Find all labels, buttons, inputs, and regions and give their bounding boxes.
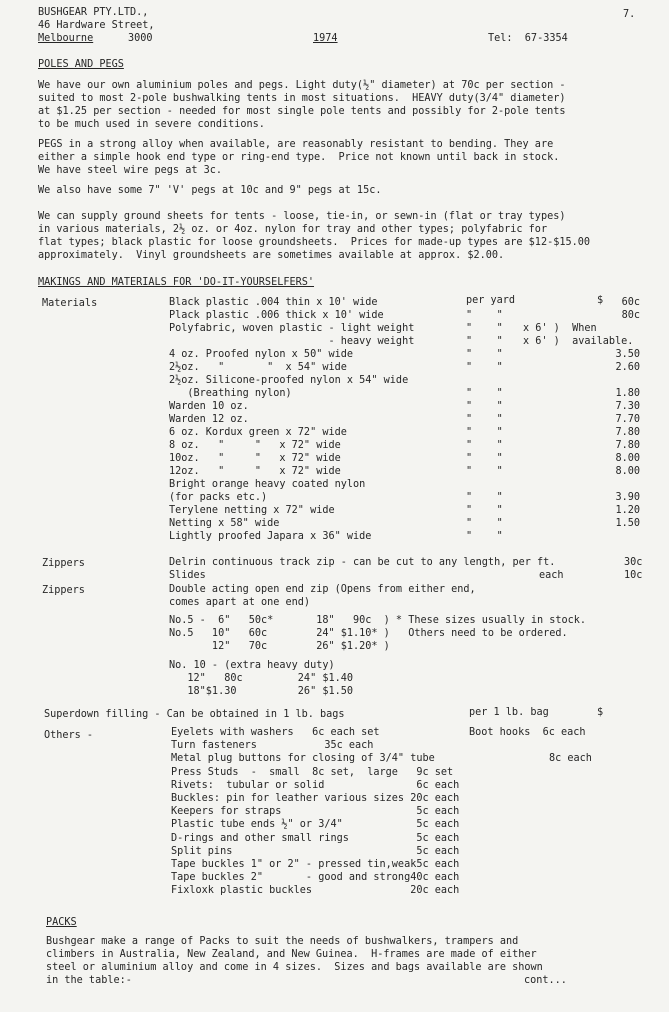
others-item: Rivets: tubular or solid 6c each: [171, 780, 460, 791]
company-street: 46 Hardware Street,: [38, 20, 155, 31]
material-unit: " ": [466, 310, 503, 321]
slides-label: Slides: [169, 570, 206, 581]
others-item: Keepers for straps 5c each: [171, 806, 460, 817]
material-price: 1.20: [615, 505, 640, 516]
material-unit: " ": [466, 414, 503, 425]
material-price: 60c: [621, 297, 640, 308]
pegs-paragraph-line: We have steel wire pegs at 3c.: [38, 165, 223, 176]
material-description: 2½oz. " " x 54" wide: [169, 362, 347, 373]
others-item: Split pins 5c each: [171, 846, 460, 857]
packs-paragraph-line: Bushgear make a range of Packs to suit the needs of bushwalkers, trampers and: [46, 936, 519, 947]
zip-size-line: No.5 10" 60c 24" $1.10* ) Others need to be ordered.: [169, 628, 568, 639]
material-unit: " ": [466, 531, 503, 542]
material-description: Warden 12 oz.: [169, 414, 249, 425]
plug-buttons-price: 8c each: [549, 753, 592, 764]
delrin-zip-price: 30c: [624, 557, 643, 568]
material-unit: " ": [466, 362, 503, 373]
poles-paragraph-line: suited to most 2-pole bushwalking tents in most situations. HEAVY duty(3/4" diameter): [38, 93, 566, 104]
boot-hooks-line: Boot hooks 6c each: [469, 727, 586, 738]
others-item: Fixloxk plastic buckles 20c each: [171, 885, 460, 896]
others-item: Plastic tube ends ½" or 3/4" 5c each: [171, 819, 460, 830]
packs-heading: PACKS: [46, 917, 77, 928]
material-description: Black plastic .004 thin x 10' wide: [169, 297, 378, 308]
material-description: (for packs etc.): [169, 492, 268, 503]
others-item: Metal plug buttons for closing of 3/4" tube: [171, 753, 435, 764]
material-description: Netting x 58" wide: [169, 518, 280, 529]
material-unit: " ": [466, 440, 503, 451]
material-price: 8.00: [615, 466, 640, 477]
material-price: 3.90: [615, 492, 640, 503]
zip-heavy-line: No. 10 - (extra heavy duty): [169, 660, 335, 671]
material-description: 6 oz. Kordux green x 72" wide: [169, 427, 347, 438]
material-description: 8 oz. " " x 72" wide: [169, 440, 341, 451]
groundsheet-paragraph-line: in various materials, 2½ oz. or 4oz. nylon for tray and other types; polyfabric for: [38, 224, 548, 235]
groundsheet-paragraph-line: approximately. Vinyl groundsheets are sometimes available at approx. $2.00.: [38, 250, 505, 261]
double-zip-line: comes apart at one end): [169, 597, 311, 608]
material-price: 7.80: [615, 440, 640, 451]
zippers-label: Zippers: [42, 558, 85, 569]
continued-note: cont...: [524, 975, 567, 986]
material-price: 1.50: [615, 518, 640, 529]
material-price: 80c: [621, 310, 640, 321]
others-item: Press Studs - small 8c set, large 9c set: [171, 767, 454, 778]
company-telephone: Tel: 67-3354: [488, 33, 568, 44]
delrin-zip-line: Delrin continuous track zip - can be cut to any length, per ft.: [169, 557, 556, 568]
material-description: 12oz. " " x 72" wide: [169, 466, 341, 477]
superdown-per-bag: per 1 lb. bag: [469, 707, 549, 718]
double-zip-line: Double acting open end zip (Opens from either end,: [169, 584, 476, 595]
material-description: (Breathing nylon): [169, 388, 292, 399]
zip-size-line: 12" 70c 26" $1.20* ): [169, 641, 390, 652]
document-year: 1974: [313, 33, 338, 44]
material-description: Lightly proofed Japara x 36" wide: [169, 531, 372, 542]
material-description: Polyfabric, woven plastic - light weight: [169, 323, 415, 334]
pegs-paragraph-line: PEGS in a strong alloy when available, are reasonably resistant to bending. They are: [38, 139, 554, 150]
groundsheet-paragraph-line: flat types; black plastic for loose groundsheets. Prices for made-up types are $12-$15.00: [38, 237, 591, 248]
poles-heading: POLES AND PEGS: [38, 59, 124, 70]
materials-label: Materials: [42, 298, 98, 309]
material-unit: " ": [466, 453, 503, 464]
material-description: 4 oz. Proofed nylon x 50" wide: [169, 349, 354, 360]
poles-paragraph-line: to be much used in severe conditions.: [38, 119, 265, 130]
material-unit: " ": [466, 323, 503, 334]
others-item: D-rings and other small rings 5c each: [171, 833, 460, 844]
material-price: 3.50: [615, 349, 640, 360]
packs-paragraph-line: climbers in Australia, New Zealand, and New Guinea. H-frames are made of either: [46, 949, 537, 960]
material-description: 10oz. " " x 72" wide: [169, 453, 341, 464]
material-unit: " ": [466, 388, 503, 399]
dollar-header: $: [597, 295, 604, 306]
material-unit: " ": [466, 518, 503, 529]
material-description: Warden 10 oz.: [169, 401, 249, 412]
others-item: Buckles: pin for leather various sizes 20c each: [171, 793, 460, 804]
zip-heavy-line: 12" 80c 24" $1.40: [169, 673, 354, 684]
superdown-dollar: $: [597, 707, 604, 718]
material-unit: " ": [466, 492, 503, 503]
zippers-label-second: Zippers: [42, 585, 85, 596]
material-note: x 6' ) available.: [523, 336, 634, 347]
company-postcode: 3000: [128, 33, 153, 44]
v-pegs-paragraph: We also have some 7" 'V' pegs at 10c and 9" pegs at 15c.: [38, 185, 382, 196]
material-description: Plack plastic .006 thick x 10' wide: [169, 310, 384, 321]
material-price: 1.80: [615, 388, 640, 399]
material-unit: " ": [466, 349, 503, 360]
poles-paragraph-line: We have our own aluminium poles and pegs. Light duty(½" diameter) at 70c per section -: [38, 80, 566, 91]
material-description: 2½oz. Silicone-proofed nylon x 54" wide: [169, 375, 409, 386]
material-unit: " ": [466, 401, 503, 412]
packs-paragraph-line: steel or aluminium alloy and come in 4 sizes. Sizes and bags available are shown: [46, 962, 543, 973]
material-unit: " ": [466, 427, 503, 438]
makings-heading: MAKINGS AND MATERIALS FOR 'DO-IT-YOURSELFERS': [38, 277, 315, 288]
poles-paragraph-line: at $1.25 per section - needed for most single pole tents and possibly for 2-pole tents: [38, 106, 566, 117]
material-description: - heavy weight: [169, 336, 415, 347]
packs-paragraph-line: in the table:-: [46, 975, 132, 986]
material-note: x 6' ) When: [523, 323, 597, 334]
pegs-paragraph-line: either a simple hook end type or ring-end type. Price not known until back in stock.: [38, 152, 560, 163]
company-name: BUSHGEAR PTY.LTD.,: [38, 7, 149, 18]
company-city: Melbourne: [38, 33, 94, 44]
superdown-line: Superdown filling - Can be obtained in 1 lb. bags: [44, 709, 345, 720]
zip-heavy-line: 18"$1.30 26" $1.50: [169, 686, 354, 697]
others-item: Eyelets with washers 6c each set: [171, 727, 380, 738]
slides-price: 10c: [624, 570, 643, 581]
groundsheet-paragraph-line: We can supply ground sheets for tents - loose, tie-in, or sewn-in (flat or tray types): [38, 211, 566, 222]
zip-size-line: No.5 - 6" 50c* 18" 90c ) * These sizes usually in stock.: [169, 615, 587, 626]
others-item: Turn fasteners 35c each: [171, 740, 374, 751]
material-price: 2.60: [615, 362, 640, 373]
others-item: Tape buckles 1" or 2" - pressed tin,weak5c each: [171, 859, 460, 870]
page-number: 7.: [623, 9, 636, 20]
material-unit: " ": [466, 336, 503, 347]
material-description: Terylene netting x 72" wide: [169, 505, 335, 516]
others-item: Tape buckles 2" - good and strong40c each: [171, 872, 460, 883]
material-unit: " ": [466, 505, 503, 516]
others-label: Others -: [44, 730, 94, 741]
material-unit: " ": [466, 466, 503, 477]
per-yard-header: per yard: [466, 295, 516, 306]
material-price: 7.70: [615, 414, 640, 425]
material-price: 8.00: [615, 453, 640, 464]
material-price: 7.80: [615, 427, 640, 438]
material-description: Bright orange heavy coated nylon: [169, 479, 366, 490]
material-price: 7.30: [615, 401, 640, 412]
slides-each: each: [539, 570, 564, 581]
